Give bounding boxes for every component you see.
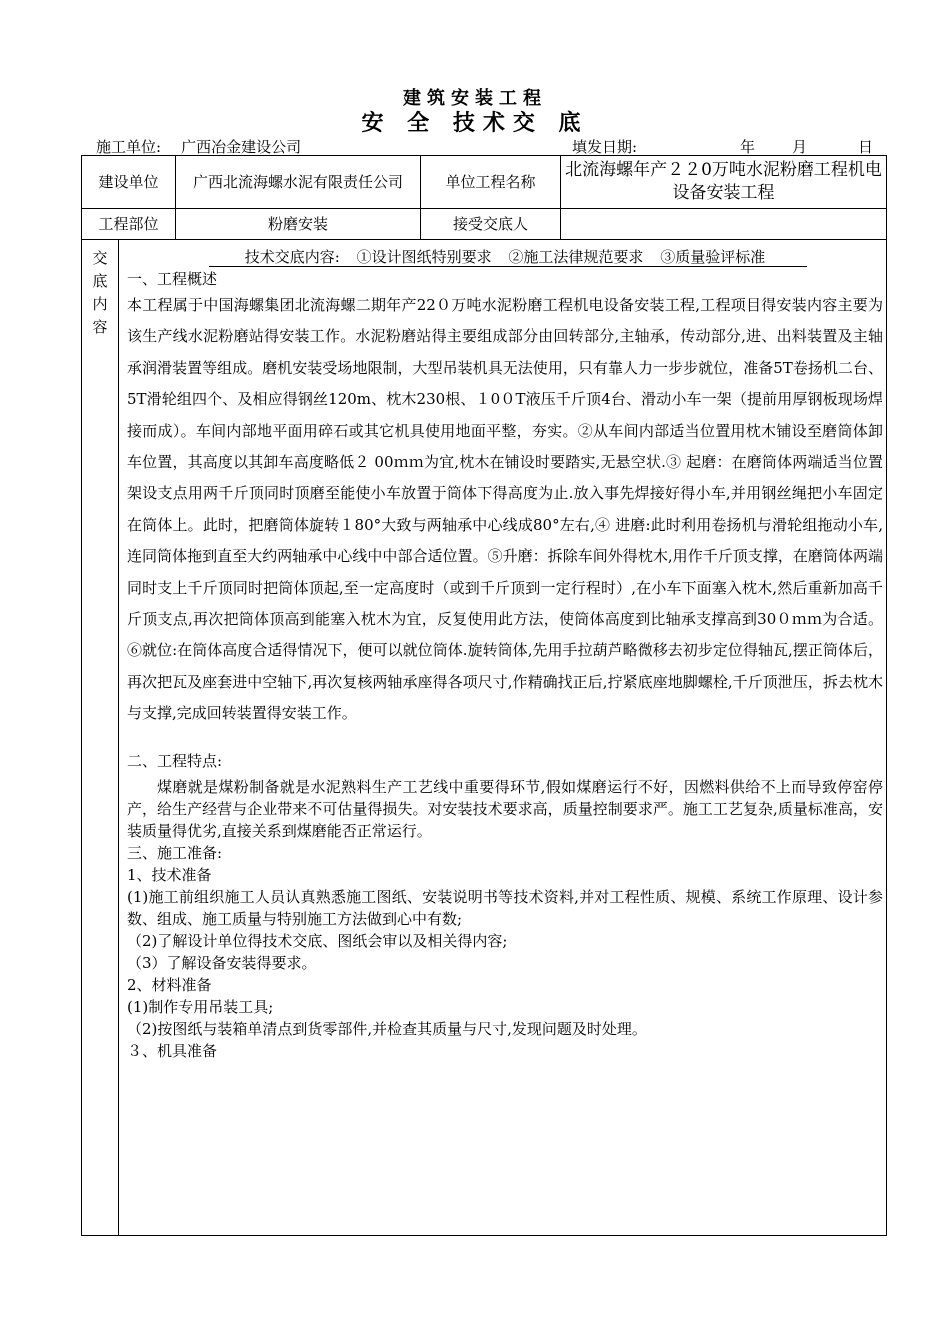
sub1-title: 1、技术准备 [127, 865, 212, 884]
section2-body: 煤磨就是煤粉制备就是水泥熟料生产工艺线中重要得环节,假如煤磨运行不好，因燃料供给不上而导致停窑停产，给生产经营与企业带来不可估量得损失。对安装技术要求高，质量控制要求严。施工工艺复杂,质量标准高，安装质量得优劣,直接关系到煤磨能否正常运行。 [127, 777, 883, 840]
day-label: 日 [858, 138, 874, 156]
part-value: 粉磨安装 [267, 214, 328, 233]
sub1-item: （3）了解设备安装得要求。 [127, 953, 317, 972]
sub1-item: （2)了解设计单位得技术交底、图纸会审以及相关得内容; [127, 931, 508, 950]
section1-title: 一、工程概述 [127, 270, 218, 288]
section1-body: 本工程属于中国海螺集团北流海螺二期年产22０万吨水泥粉磨工程机电设备安装工程,工程项目得安装内容主要为该生产线水泥粉磨站得安装工作。水泥粉磨站得主要组成部分由回转部分,主轴承，传动部分,进、出料装置及主轴承润滑装置等组成。磨机安装受场地限制，大型吊装机具无法使用，只有靠人力一步步就位，准备5T卷扬机二台、5T滑轮组四个、及相应得钢丝120m、枕木230根、１0０T液压千斤顶4台、滑动小车一架（提前用厚钢板现场焊接而成）。车间内部地平面用碎石或其它机具使用地面平整，夯实。②从车间内部适当位置用枕木铺设至磨筒体卸车位置，其高度以其卸车高度略低２ 00ｍｍ为宜,枕木在铺设时要踏实,无悬空状.③ 起磨：在磨筒体两端适当位置架设支点用两千斤顶同时顶磨至能使小车放置于筒体下得高度为止.放入事先焊接好得小车,并用钢丝绳把小车固定在筒体上。此时，把磨筒体旋转１80°大致与两轴承中心线成80°左右,④ 进磨:此时利用卷扬机与滑轮组拖动小车,连同筒体拖到直至大约两轴承中心线中中部合适位置。⑤升磨：拆除车间外得枕木,用作千斤顶支撑，在磨筒体两端同时支上千斤顶同时把筒体顶起,至一定高度时（或到千斤顶到一定行程时）,在小车下面塞入枕木,然后重新加高千斤顶支点,再次把筒体顶高到能塞入枕木为宜，反复使用此方法，使筒体高度到比轴承支撑高到30０ｍｍ为合适。⑥就位:在筒体高度合适得情况下，便可以就位筒体.旋转筒体,先用手拉葫芦略微移去初步定位得轴瓦,摆正筒体后，再次把瓦及座套进中空轴下,再次复核两轴承座得各项尺寸,作精确找正后,拧紧底座地脚螺栓,千斤顶泄压，拆去枕木与支撑,完成回转装置得安装工作。 [127, 296, 883, 723]
sub2-item: （2)按图纸与装箱单清点到货零部件,并检查其质量与尺寸,发现问题及时处理。 [127, 1019, 647, 1038]
receiver-value [561, 209, 886, 239]
year-label: 年 [740, 138, 756, 156]
section3-title: 三、施工准备: [127, 843, 223, 862]
owner-value: 广西北流海螺水泥有限责任公司 [192, 172, 403, 191]
side-char: 底 [92, 272, 108, 290]
doc-title-line2: 安 全 技术交 底 [361, 110, 589, 136]
tech-item: ②施工法律规范要求 [508, 248, 644, 266]
month-label: 月 [792, 138, 808, 156]
sub2-item: (1)制作专用吊装工具; [127, 997, 274, 1016]
tech-heading-line [127, 246, 883, 268]
fill-date-label: 填发日期: [572, 138, 638, 156]
doc-title-line1: 建筑安装工程 [403, 88, 547, 109]
sub3-title: ３、机具准备 [127, 1041, 218, 1060]
spacer [127, 730, 883, 750]
side-char: 交 [92, 249, 108, 267]
side-char: 内 [92, 295, 108, 313]
fill-date-line [572, 136, 882, 157]
sub1-item: (1)施工前组织施工人员认真熟悉施工图纸、安装说明书等技术资料,并对工程性质、规模、系统工作原理、设计参数、组成、施工质量与特别施工方法做到心中有数; [127, 887, 883, 928]
tech-heading-underline [209, 266, 807, 267]
row-divider [82, 239, 886, 240]
unit-project-value: 北流海螺年产２２0万吨水泥粉磨工程机电设备安装工程 [565, 160, 882, 203]
owner-label: 建设单位 [98, 172, 159, 191]
part-label: 工程部位 [98, 214, 159, 233]
sub2-title: 2、材料准备 [127, 975, 212, 994]
tech-heading: 技术交底内容: [244, 248, 340, 266]
construction-unit-line [96, 136, 301, 157]
construction-unit-value: 广西冶金建设公司 [181, 138, 302, 156]
disclosure-table [81, 155, 887, 1236]
receiver-label: 接受交底人 [452, 214, 528, 233]
disclosure-content [127, 246, 883, 1062]
col-divider [118, 239, 119, 1235]
section2-title: 二、工程特点: [127, 751, 223, 770]
unit-project-label: 单位工程名称 [445, 172, 536, 191]
tech-item: ③质量验评标准 [660, 248, 766, 266]
side-char: 容 [92, 318, 108, 336]
disclosure-content-side-label [82, 247, 118, 339]
construction-unit-label: 施工单位: [96, 138, 162, 156]
tech-item: ①设计图纸特别要求 [356, 248, 492, 266]
